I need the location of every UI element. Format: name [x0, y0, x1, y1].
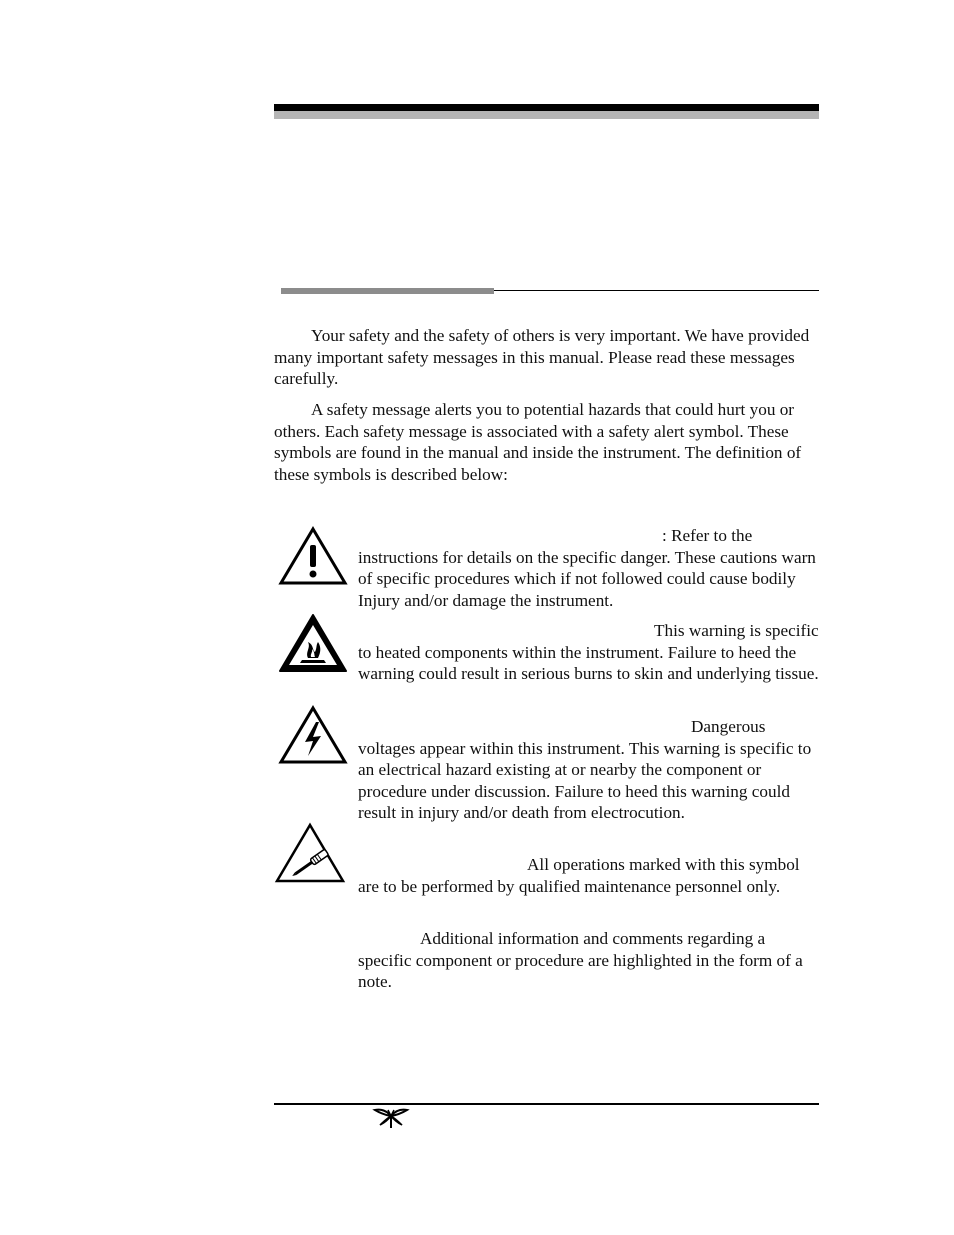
symbol-electrical-text: Dangerous voltages appear within this instrument. This warning is specific to an electrical hazard existing at or nearby the component or procedure under discussion. Failure to heed this warning could result in injury and/or death from electrocution. — [358, 717, 812, 823]
header-rule-gray — [274, 111, 819, 119]
symbol-technician-text: All operations marked with this symbol are to be performed by qualified maintenance personnel only. — [358, 855, 800, 896]
section-divider-thick — [281, 288, 494, 294]
symbol-general-warning-text: : Refer to the instructions for details on the specific danger. These cautions warn of specific procedures which if not followed could cause bodily Injury and/or damage the instrument. — [358, 526, 816, 610]
footer-rule — [274, 1103, 819, 1105]
hot-surface-icon — [278, 612, 348, 674]
section-divider-thin — [494, 290, 819, 291]
symbol-hot-surface-text: This warning is specific to heated components within the instrument. Failure to heed the warning could result in serious burns to skin and underlying tissue. — [358, 621, 819, 684]
symbol-note-text: Additional information and comments regarding a specific component or procedure are highlighted in the form of a note. — [358, 929, 803, 992]
teledyne-logo-icon — [372, 1106, 410, 1130]
technician-symbol-icon — [274, 821, 346, 885]
header-rule-black — [274, 104, 819, 111]
intro-paragraph-1: Your safety and the safety of others is very important. We have provided many important safety messages in this manual. Please read these messages carefully. — [274, 326, 810, 389]
general-warning-icon — [278, 525, 348, 587]
intro-paragraph-2: A safety message alerts you to potential hazards that could hurt you or others. Each safety message is associated with a safety alert symbol. These symbols are found in the manual and inside the instrument. The definition of these symbols is described below: — [274, 400, 802, 484]
electrical-shock-icon — [278, 704, 348, 766]
